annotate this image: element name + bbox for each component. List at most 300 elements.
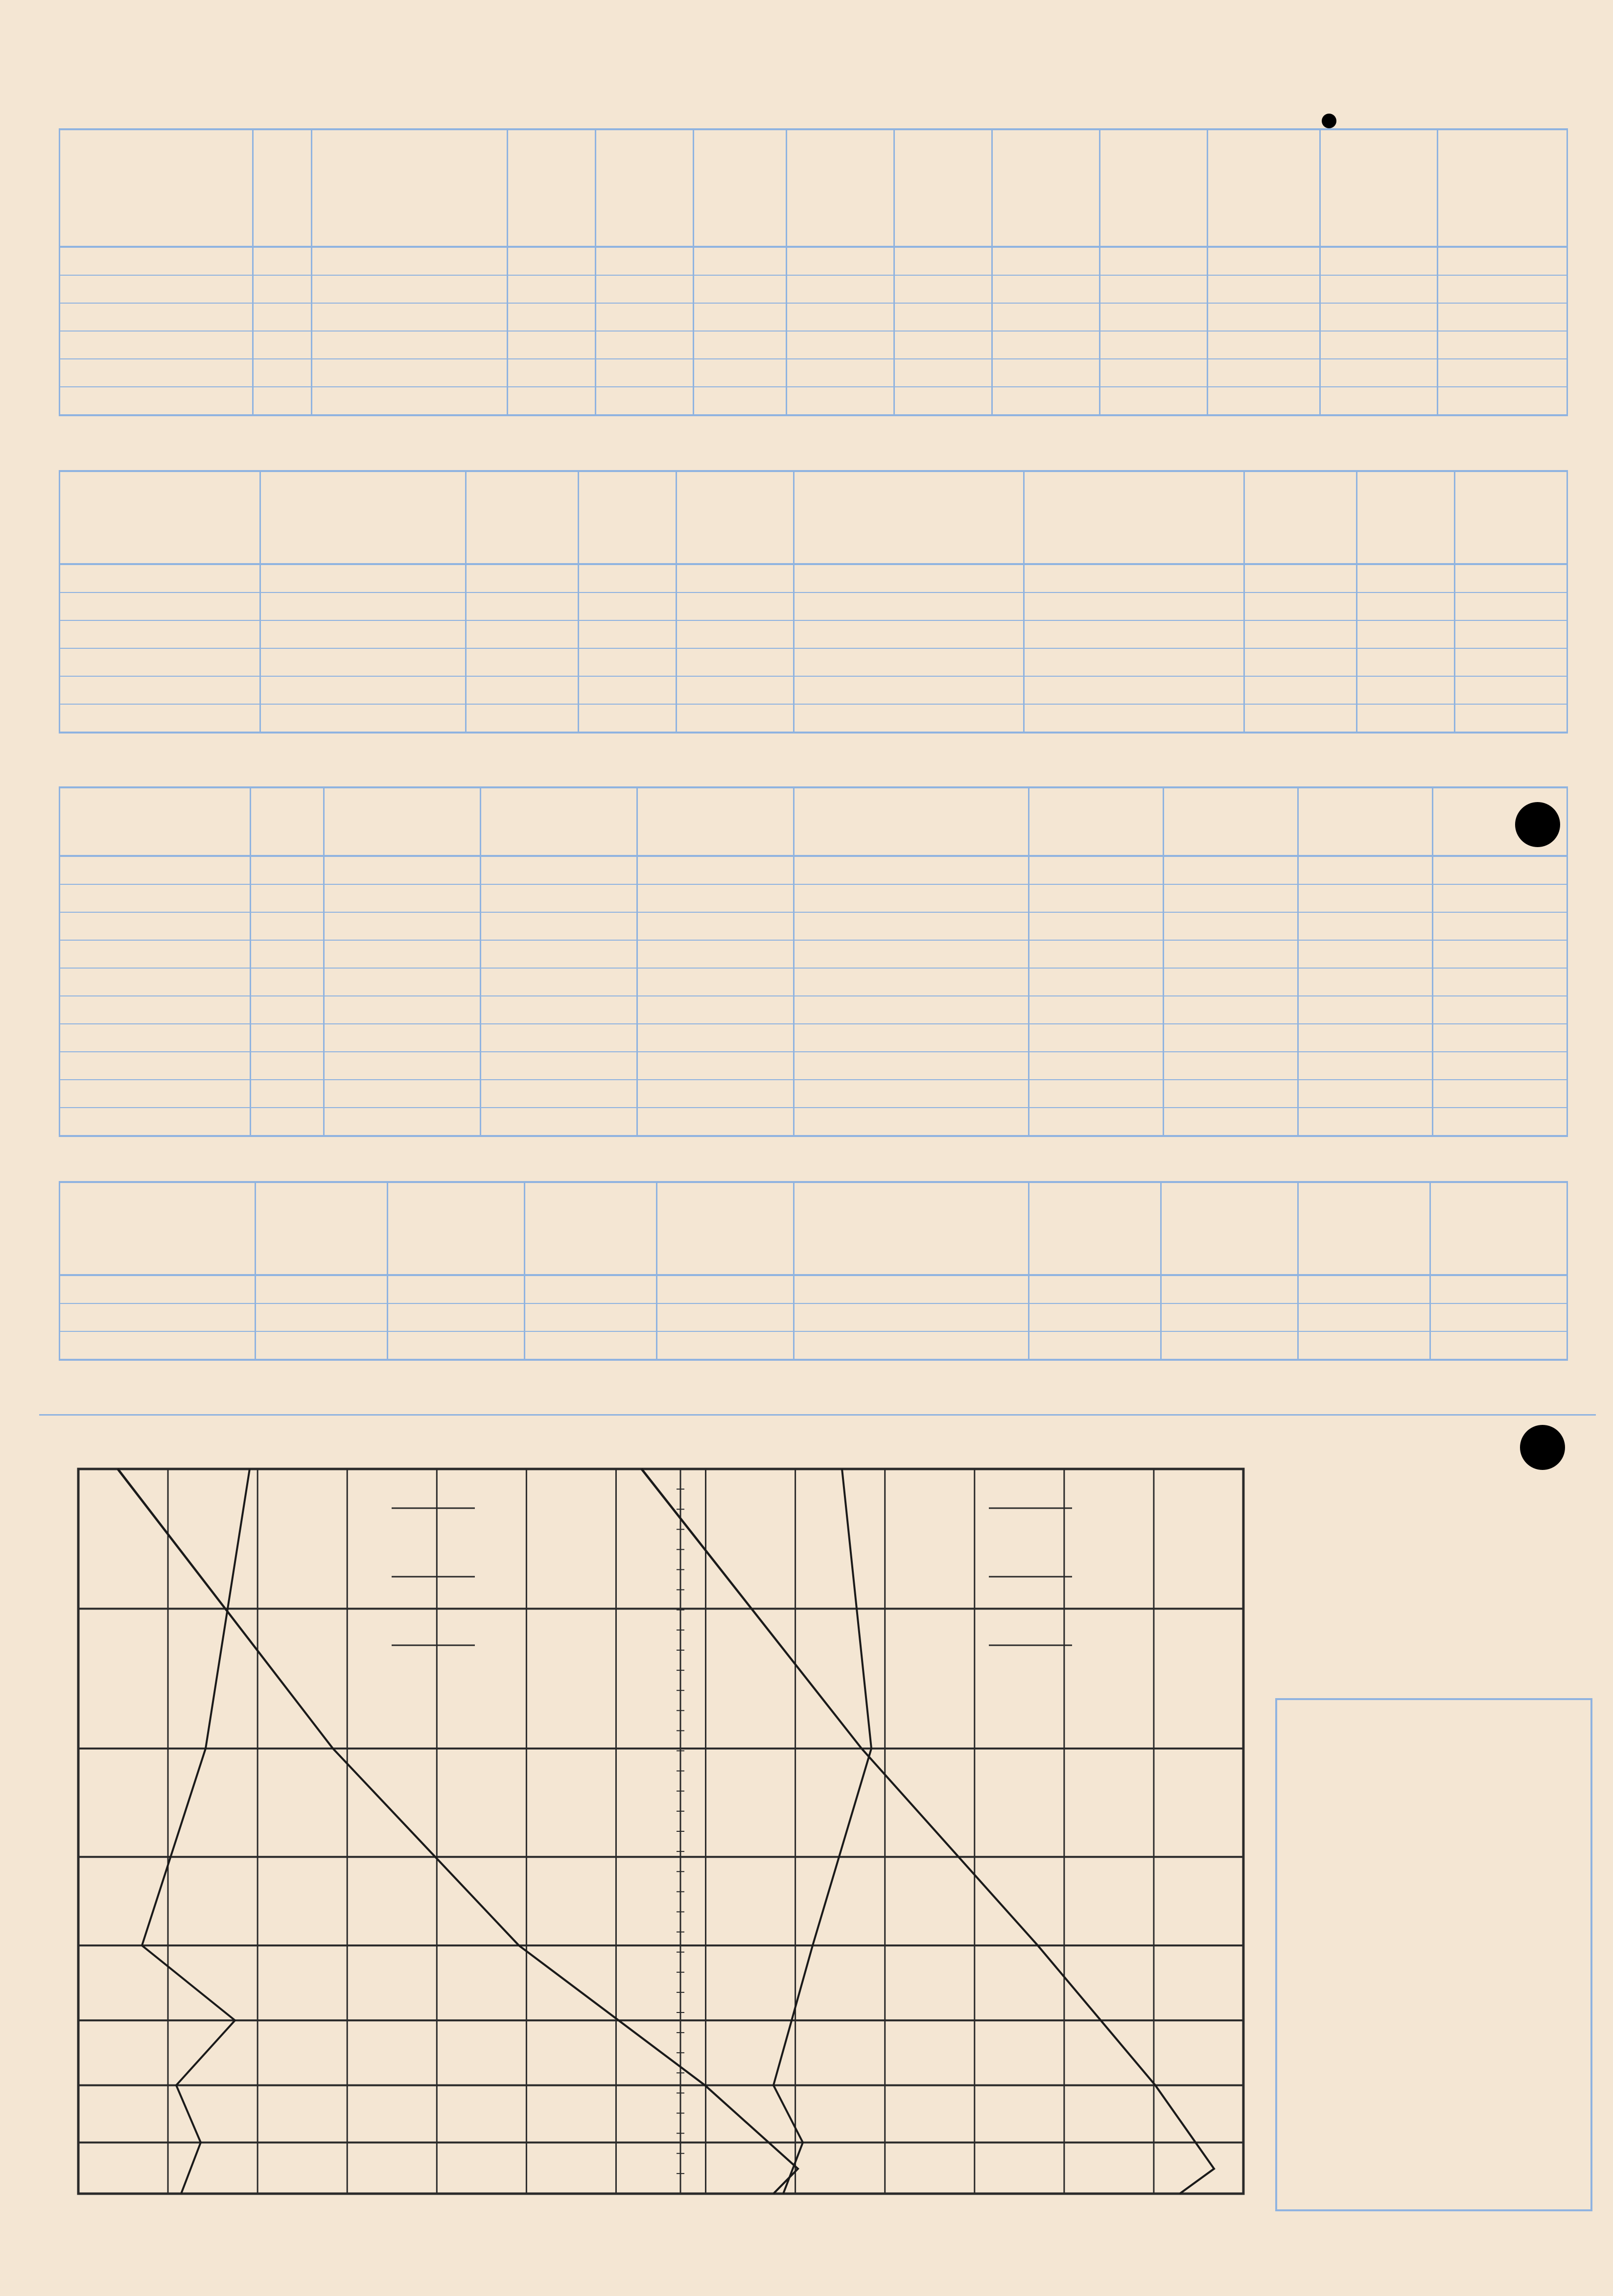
table-row (794, 1052, 1567, 1080)
cell-d10 (1029, 1052, 1164, 1080)
cell-sea-mm (481, 940, 637, 968)
cell-weather (1024, 564, 1244, 592)
cell-d10 (1029, 856, 1164, 884)
cell-wind (508, 359, 596, 387)
cell-weather (1024, 676, 1244, 704)
cell-mean (894, 387, 992, 415)
cell-baro (251, 912, 324, 940)
table-row (60, 564, 794, 592)
cell-sun-set (388, 1331, 525, 1360)
cell-night2m (992, 359, 1100, 387)
cell-weather (312, 387, 508, 415)
col-sun-rise (1029, 1182, 1161, 1275)
cell-height (253, 359, 312, 387)
cell-weather (312, 359, 508, 387)
table-row (60, 303, 1567, 331)
cell-precip (1320, 387, 1438, 415)
cell-mm (324, 940, 481, 968)
col-sun-rise (256, 1182, 388, 1275)
cell-max (677, 620, 794, 648)
cell-snow (1438, 303, 1567, 331)
cell-mean (894, 303, 992, 331)
col-wind (1244, 471, 1357, 564)
table-row (794, 856, 1567, 884)
cell-max (787, 359, 894, 387)
cell-max (1455, 648, 1567, 676)
cell-t7 (579, 592, 677, 620)
cell-d100 (1433, 1080, 1567, 1108)
cell-ground (1100, 247, 1208, 275)
col-wind (508, 129, 596, 247)
cell-station (60, 1303, 256, 1331)
cell-max (677, 564, 794, 592)
table-row (794, 704, 1567, 733)
table-row (794, 968, 1567, 996)
cell-sun-set (1161, 1275, 1298, 1303)
cell-precip (1320, 275, 1438, 303)
cell-dew (694, 359, 787, 387)
cell-d50 (1298, 1108, 1433, 1136)
col-ground (1100, 129, 1208, 247)
cell-moon-rise (525, 1275, 657, 1303)
cell-t7 (579, 704, 677, 733)
cell-d10 (1029, 912, 1164, 940)
cell-sea-mb (637, 856, 794, 884)
col-station (794, 471, 1024, 564)
table-row (60, 1331, 794, 1360)
table-row (794, 1080, 1567, 1108)
cell-sun-rise (256, 1331, 388, 1360)
col-station (60, 129, 253, 247)
cell-weather (312, 331, 508, 359)
cell-height (253, 331, 312, 359)
cell-wind (1244, 620, 1357, 648)
cell-t7 (1357, 648, 1455, 676)
table-row (60, 620, 794, 648)
astro-right (793, 1181, 1568, 1361)
table-row (794, 676, 1567, 704)
cell-snow (1438, 331, 1567, 359)
col-station (794, 787, 1029, 856)
inland-table (59, 128, 1568, 416)
cell-wind (508, 247, 596, 275)
col-wind (466, 471, 579, 564)
cell-baro (251, 1108, 324, 1136)
cell-height (253, 275, 312, 303)
table-row (60, 648, 794, 676)
cell-sun (1208, 359, 1320, 387)
cell-station (60, 303, 253, 331)
cell-station (794, 1080, 1029, 1108)
table-row (60, 1108, 794, 1136)
cell-station (60, 912, 251, 940)
cell-dew (694, 275, 787, 303)
col-sea-mm (481, 787, 637, 856)
cell-ground (1100, 303, 1208, 331)
cell-dew (694, 331, 787, 359)
cell-mm (324, 856, 481, 884)
cell-d100 (1433, 1052, 1567, 1080)
cell-station (794, 996, 1029, 1024)
cell-d50 (1298, 912, 1433, 940)
cell-moon-rise (1298, 1331, 1430, 1360)
cell-station (60, 1052, 251, 1080)
table-row (794, 940, 1567, 968)
table-row (60, 359, 1567, 387)
col-snow (1438, 129, 1567, 247)
cell-wind (1244, 648, 1357, 676)
cell-d50 (1298, 884, 1433, 912)
cell-moon-rise (1298, 1303, 1430, 1331)
cell-max (1455, 564, 1567, 592)
cell-mm (324, 912, 481, 940)
cell-sea-mm (481, 1024, 637, 1052)
cell-station (60, 592, 260, 620)
cell-d10 (1029, 884, 1164, 912)
cell-wind (466, 676, 579, 704)
cell-sea-mm (481, 1108, 637, 1136)
cell-sea-mb (637, 1052, 794, 1080)
cell-station (60, 704, 260, 733)
cell-mm (324, 968, 481, 996)
col-dew (694, 129, 787, 247)
cell-baro (251, 884, 324, 912)
col-baro (251, 787, 324, 856)
cell-mm (324, 1080, 481, 1108)
cell-station (60, 940, 251, 968)
col-mean (894, 129, 992, 247)
cell-d10 (1029, 1080, 1164, 1108)
table-row (60, 676, 794, 704)
cell-station (60, 331, 253, 359)
cell-height (253, 387, 312, 415)
cell-d20 (1164, 884, 1298, 912)
cell-max (1455, 676, 1567, 704)
table-row (60, 247, 1567, 275)
cell-ground (1100, 275, 1208, 303)
cell-dew (694, 247, 787, 275)
table-row (794, 1303, 1567, 1331)
table-row (794, 996, 1567, 1024)
table-row (794, 648, 1567, 676)
ausland-right (793, 470, 1568, 734)
table-row (794, 1108, 1567, 1136)
col-moon-rise (1298, 1182, 1430, 1275)
cell-mm (324, 884, 481, 912)
table-row (794, 564, 1567, 592)
cell-station (60, 387, 253, 415)
cell-mm (324, 996, 481, 1024)
col-d10 (1029, 787, 1164, 856)
cell-station (794, 1275, 1029, 1303)
cell-precip (1320, 247, 1438, 275)
cell-sun (1208, 387, 1320, 415)
cell-night2m (992, 387, 1100, 415)
cell-station (60, 648, 260, 676)
cell-station (794, 912, 1029, 940)
cell-baro (251, 940, 324, 968)
cell-station (794, 592, 1024, 620)
cell-station (794, 940, 1029, 968)
cell-snow (1438, 247, 1567, 275)
cell-mean (894, 247, 992, 275)
cell-d10 (1029, 940, 1164, 968)
cell-d20 (1164, 1024, 1298, 1052)
ausland-left (59, 470, 795, 734)
cell-wind (466, 592, 579, 620)
cell-station (60, 856, 251, 884)
cell-station (794, 1024, 1029, 1052)
cell-d20 (1164, 1108, 1298, 1136)
cell-t2m (596, 303, 694, 331)
cell-moon-rise (1298, 1275, 1430, 1303)
remarks-box[interactable] (1275, 1698, 1592, 2211)
cell-baro (251, 1052, 324, 1080)
cell-d10 (1029, 968, 1164, 996)
cell-d50 (1298, 1024, 1433, 1052)
cell-baro (251, 968, 324, 996)
cell-station (60, 676, 260, 704)
cell-wind (508, 331, 596, 359)
col-d50 (1298, 787, 1433, 856)
col-precip (1320, 129, 1438, 247)
punch-hole (1515, 802, 1560, 847)
cell-d100 (1433, 912, 1567, 940)
col-sun (1208, 129, 1320, 247)
cell-station (60, 1108, 251, 1136)
table-row (794, 1024, 1567, 1052)
cell-sun-rise (1029, 1275, 1161, 1303)
cell-ground (1100, 387, 1208, 415)
table-row (794, 592, 1567, 620)
cell-baro (251, 996, 324, 1024)
cell-d50 (1298, 996, 1433, 1024)
divider (39, 1414, 1596, 1416)
cell-station (794, 648, 1024, 676)
cell-precip (1320, 331, 1438, 359)
cell-moon-set (657, 1331, 794, 1360)
col-weather (1024, 471, 1244, 564)
cell-sun-rise (1029, 1331, 1161, 1360)
cell-moon-set (1430, 1331, 1567, 1360)
cell-sea-mb (637, 1024, 794, 1052)
cell-max (787, 303, 894, 331)
cell-d50 (1298, 1052, 1433, 1080)
cell-station (60, 247, 253, 275)
cell-mean (894, 359, 992, 387)
table-row (60, 1303, 794, 1331)
cell-station (794, 564, 1024, 592)
pressure-table (59, 786, 795, 1137)
cell-max (787, 247, 894, 275)
cell-max (787, 275, 894, 303)
cell-weather (312, 275, 508, 303)
table-row (794, 884, 1567, 912)
cell-station (60, 275, 253, 303)
cell-wind (508, 387, 596, 415)
table-row (60, 275, 1567, 303)
cell-sea-mm (481, 856, 637, 884)
cell-sea-mb (637, 1080, 794, 1108)
cell-sea-mb (637, 996, 794, 1024)
soil-table (793, 786, 1568, 1137)
cell-weather (1024, 620, 1244, 648)
cell-station (794, 704, 1024, 733)
table-row (60, 387, 1567, 415)
cell-max (1455, 704, 1567, 733)
cell-d20 (1164, 996, 1298, 1024)
cell-station (60, 1024, 251, 1052)
cell-weather (1024, 704, 1244, 733)
col-max (677, 471, 794, 564)
cell-weather (260, 648, 466, 676)
cell-station (60, 996, 251, 1024)
col-t7 (579, 471, 677, 564)
cell-max (677, 648, 794, 676)
cell-weather (260, 620, 466, 648)
col-mm (324, 787, 481, 856)
col-moon-rise (525, 1182, 657, 1275)
table-row (794, 1275, 1567, 1303)
cell-station (60, 564, 260, 592)
cell-sea-mm (481, 968, 637, 996)
table-row (60, 704, 794, 733)
cell-precip (1320, 303, 1438, 331)
cell-wind (1244, 676, 1357, 704)
col-t2m (596, 129, 694, 247)
table-row (60, 912, 794, 940)
col-weather (312, 129, 508, 247)
astro-left (59, 1181, 795, 1361)
cell-d50 (1298, 1080, 1433, 1108)
cell-sea-mb (637, 1108, 794, 1136)
col-sun-set (1161, 1182, 1298, 1275)
cell-sun-set (388, 1303, 525, 1331)
table-row (794, 912, 1567, 940)
table-row (60, 1080, 794, 1108)
cell-d100 (1433, 856, 1567, 884)
cell-sun-rise (256, 1275, 388, 1303)
cell-d100 (1433, 884, 1567, 912)
col-height (253, 129, 312, 247)
cell-snow (1438, 275, 1567, 303)
cell-d20 (1164, 940, 1298, 968)
cell-max (677, 704, 794, 733)
table-row (60, 884, 794, 912)
cell-t7 (579, 564, 677, 592)
cell-wind (466, 704, 579, 733)
cell-d100 (1433, 1024, 1567, 1052)
col-weather (260, 471, 466, 564)
cell-max (677, 676, 794, 704)
cell-station (60, 1080, 251, 1108)
cell-t2m (596, 359, 694, 387)
col-max (1455, 471, 1567, 564)
cell-t7 (1357, 592, 1455, 620)
punch-hole (1520, 1425, 1565, 1470)
cell-d100 (1433, 940, 1567, 968)
cell-moon-set (1430, 1275, 1567, 1303)
cell-sea-mm (481, 912, 637, 940)
cell-t7 (579, 648, 677, 676)
cell-sun (1208, 331, 1320, 359)
cell-wind (1244, 592, 1357, 620)
cell-sun-set (1161, 1303, 1298, 1331)
col-station (60, 1182, 256, 1275)
cell-d20 (1164, 912, 1298, 940)
atmosphere-diagram (29, 1449, 1283, 2213)
cell-wind (466, 564, 579, 592)
cell-d100 (1433, 968, 1567, 996)
cell-max (787, 331, 894, 359)
cell-max (1455, 592, 1567, 620)
cell-wind (1244, 564, 1357, 592)
cell-station (794, 968, 1029, 996)
cell-station (794, 884, 1029, 912)
cell-moon-rise (525, 1303, 657, 1331)
cell-sea-mb (637, 912, 794, 940)
cell-d50 (1298, 968, 1433, 996)
cell-station (794, 1108, 1029, 1136)
table-row (60, 856, 794, 884)
cell-sea-mm (481, 1080, 637, 1108)
cell-mm (324, 1108, 481, 1136)
col-t7 (1357, 471, 1455, 564)
cell-height (253, 303, 312, 331)
cell-station (60, 1331, 256, 1360)
cell-sun (1208, 247, 1320, 275)
cell-weather (312, 247, 508, 275)
col-station (60, 471, 260, 564)
table-row (60, 1024, 794, 1052)
cell-max (677, 592, 794, 620)
cell-t7 (579, 676, 677, 704)
cell-sun (1208, 275, 1320, 303)
cell-mm (324, 1052, 481, 1080)
table-row (60, 940, 794, 968)
cell-moon-set (1430, 1303, 1567, 1331)
table-row (60, 592, 794, 620)
cell-precip (1320, 359, 1438, 387)
cell-weather (260, 704, 466, 733)
cell-ground (1100, 331, 1208, 359)
cell-baro (251, 1024, 324, 1052)
cell-wind (508, 303, 596, 331)
cell-station (60, 1275, 256, 1303)
cell-height (253, 247, 312, 275)
cell-moon-set (657, 1275, 794, 1303)
table-row (60, 996, 794, 1024)
cell-wind (466, 648, 579, 676)
cell-mm (324, 1024, 481, 1052)
cell-sun-set (388, 1275, 525, 1303)
cell-t7 (579, 620, 677, 648)
cell-t7 (1357, 704, 1455, 733)
cell-wind (466, 620, 579, 648)
cell-sea-mm (481, 996, 637, 1024)
cell-t7 (1357, 564, 1455, 592)
cell-weather (260, 676, 466, 704)
cell-d100 (1433, 1108, 1567, 1136)
cell-snow (1438, 387, 1567, 415)
table-row (60, 1052, 794, 1080)
cell-t2m (596, 387, 694, 415)
col-night2m (992, 129, 1100, 247)
cell-station (60, 884, 251, 912)
cell-sea-mm (481, 1052, 637, 1080)
cell-d20 (1164, 968, 1298, 996)
cell-max (1455, 620, 1567, 648)
